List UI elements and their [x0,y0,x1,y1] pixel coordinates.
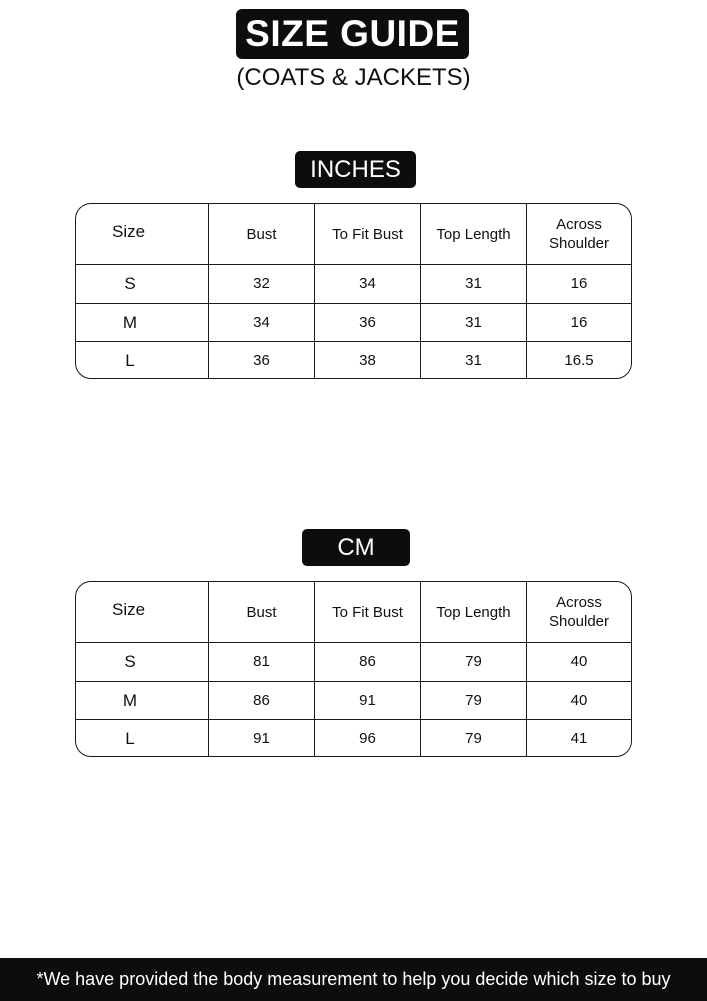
header-top-length: Top Length [420,204,526,264]
inches-section-badge: INCHES [295,151,416,188]
header-across-shoulder-line2: Shoulder [548,613,610,630]
across-shoulder-cell: 41 [526,720,631,757]
header-bust: Bust [208,582,314,642]
page-subtitle: (COATS & JACKETS) [236,64,471,91]
header-to-fit-bust: To Fit Bust [314,204,420,264]
bust-cell: 91 [208,720,314,757]
bust-cell: 36 [208,342,314,379]
size-cell: S [124,274,136,294]
cm-size-table [75,581,632,757]
page-title: SIZE GUIDE [236,9,469,59]
across-shoulder-cell: 40 [526,643,631,681]
size-cell: L [125,729,135,749]
to-fit-bust-cell: 38 [314,342,420,379]
inches-size-table [75,203,632,379]
size-cell: M [122,690,138,710]
header-across-shoulder [526,204,631,264]
table-row [76,341,631,379]
bust-cell: 34 [208,304,314,342]
top-length-cell: 79 [420,682,526,720]
table-row [76,719,631,757]
to-fit-bust-cell: 86 [314,643,420,681]
table-header-row [76,204,631,264]
size-cell: M [122,312,138,332]
table-header-row [76,582,631,642]
to-fit-bust-cell: 34 [314,265,420,303]
bust-cell: 32 [208,265,314,303]
header-across-shoulder-line1: Across [556,216,602,233]
size-cell: S [124,652,136,672]
across-shoulder-cell: 16.5 [526,342,631,379]
top-length-cell: 31 [420,342,526,379]
header-across-shoulder-line1: Across [556,594,602,611]
to-fit-bust-cell: 96 [314,720,420,757]
to-fit-bust-cell: 36 [314,304,420,342]
bust-cell: 86 [208,682,314,720]
top-length-cell: 79 [420,720,526,757]
table-row [76,681,631,720]
header-across-shoulder [526,582,631,642]
top-length-cell: 31 [420,265,526,303]
header-top-length: Top Length [420,582,526,642]
table-row [76,642,631,681]
header-to-fit-bust: To Fit Bust [314,582,420,642]
across-shoulder-cell: 16 [526,304,631,342]
top-length-cell: 31 [420,304,526,342]
across-shoulder-cell: 40 [526,682,631,720]
header-size: Size [112,599,146,619]
to-fit-bust-cell: 91 [314,682,420,720]
bust-cell: 81 [208,643,314,681]
table-row [76,303,631,342]
header-across-shoulder-line2: Shoulder [548,235,610,252]
top-length-cell: 79 [420,643,526,681]
size-cell: L [125,351,135,371]
header-bust: Bust [208,204,314,264]
footer-note: *We have provided the body measurement to help you decide which size to buy [0,958,707,1001]
table-row [76,264,631,303]
across-shoulder-cell: 16 [526,265,631,303]
header-size: Size [112,221,146,241]
cm-section-badge: CM [302,529,410,566]
